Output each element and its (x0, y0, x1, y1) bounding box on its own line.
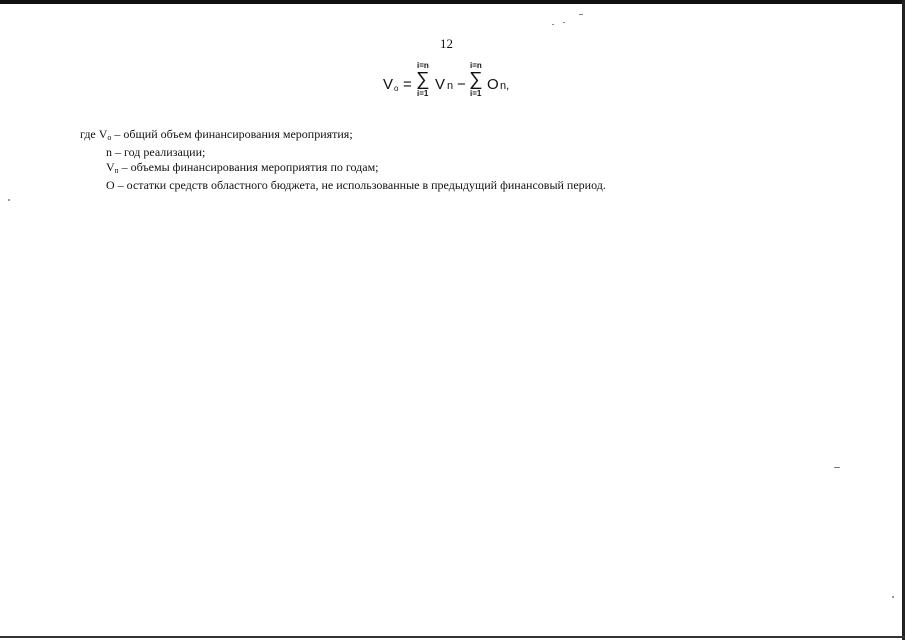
formula-legend (80, 127, 720, 193)
sum1-sigma-symbol: ∑ (416, 69, 430, 90)
legend-line-year (80, 145, 720, 160)
legend-line-yearly-prefix: V (106, 160, 115, 174)
legend-line-total-text: – общий объем финансирования мероприятия; (111, 127, 353, 141)
legend-line-total (80, 127, 720, 145)
legend-line-total-subscript: o (107, 133, 112, 142)
formula-term2: O (487, 76, 499, 93)
legend-line-yearly-volumes (80, 160, 720, 178)
legend-line-total-prefix: где V (80, 127, 108, 141)
legend-line-yearly-subscript: n (114, 166, 119, 175)
sum2-sigma-symbol: ∑ (469, 69, 483, 90)
scan-speck (892, 596, 894, 598)
scan-speck (552, 24, 554, 25)
formula-lhs-subscript: o (394, 84, 399, 93)
financing-formula (381, 60, 531, 100)
legend-line-year-text: n – год реализации; (106, 145, 206, 159)
formula-minus: − (457, 76, 466, 93)
formula-lhs-symbol: V (383, 76, 394, 93)
scan-speck (8, 199, 10, 201)
legend-line-yearly-text: – объемы финансирования мероприятия по годам; (118, 160, 379, 174)
legend-line-remainders-text: О – остатки средств областного бюджета, не использованные в предыдущий финансовый период. (106, 178, 606, 192)
legend-line-remainders (80, 178, 720, 193)
scan-border-top (0, 0, 905, 4)
sum1-upper-limit: i=n (417, 61, 429, 70)
scan-speck (834, 467, 840, 468)
sum2-lower-limit: i=1 (470, 89, 482, 98)
formula-term1-subscript: n (447, 80, 454, 92)
formula-equals: = (403, 76, 412, 93)
formula-term1: V (435, 76, 446, 93)
scan-speck (579, 14, 583, 15)
formula-term2-subscript: n, (500, 80, 510, 92)
sum1-lower-limit: i=1 (417, 89, 429, 98)
scan-speck (563, 22, 565, 23)
sum2-upper-limit: i=n (470, 61, 482, 70)
page-number: 12 (440, 36, 453, 51)
scan-border-bottom (0, 636, 905, 638)
